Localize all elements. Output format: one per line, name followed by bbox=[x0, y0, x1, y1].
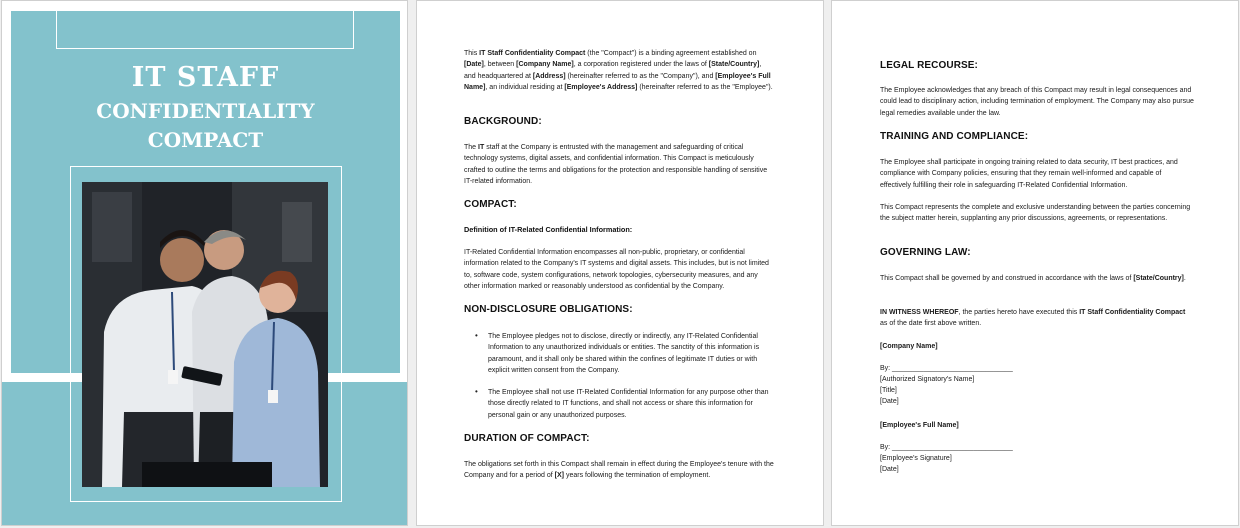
cover-page bbox=[1, 0, 408, 526]
definition-paragraph: IT-Related Confidential Information encompasses all non-public, proprietary, or confidential information related to the Company's IT systems and digital assets. This includes, but is not limited to, software code, system configurations, network topologies, cybersecurity measures, and any other information marked or reasonably understood as confidential by the Company. bbox=[464, 249, 769, 291]
company-signature-heading: [Company Name] bbox=[880, 343, 938, 350]
bullet-marker: • bbox=[475, 387, 478, 396]
cover-top-frame bbox=[56, 1, 354, 49]
duration-heading: DURATION OF COMPACT: bbox=[464, 433, 590, 444]
legal-paragraph: The Employee acknowledges that any breach of this Compact may result in legal consequences and could lead to disciplinary action, including termination of employment. The Company may also pursue legal remedies available under the law. bbox=[880, 87, 1194, 117]
document-page-2 bbox=[416, 0, 824, 526]
employee-signature-heading: [Employee's Full Name] bbox=[880, 422, 959, 429]
bullet-item-2: The Employee shall not use IT-Related Confidential Information for any purpose other than those directly related to IT functions, and shall not access or share this information for personal gain or any unauthorized purposes. bbox=[488, 389, 769, 419]
governing-heading: GOVERNING LAW: bbox=[880, 247, 971, 258]
background-heading: BACKGROUND: bbox=[464, 116, 542, 127]
company-signature-date: [Date] bbox=[880, 398, 899, 405]
cover-photo bbox=[82, 182, 328, 487]
bullet-item-1: The Employee pledges not to disclose, directly or indirectly, any IT-Related Confidential Information to any unauthorized individuals or entities. The sanctity of this information is paramount, and it shall only be shared within the confines of legitimate IT duties or with explicit written consent from the Company. bbox=[488, 333, 760, 375]
employee-signature-date: [Date] bbox=[880, 466, 899, 473]
duration-paragraph: The obligations set forth in this Compact shall remain in effect during the Employee's tenure with the Company and for a period of [X] years following the termination of employment. bbox=[464, 461, 774, 480]
company-signatory-name: [Authorized Signatory's Name] bbox=[880, 376, 975, 383]
cover-title-line1: IT STAFF bbox=[131, 62, 280, 93]
definition-heading: Definition of IT-Related Confidential Information: bbox=[464, 225, 633, 234]
cover-title-line2: CONFIDENTIALITY bbox=[96, 99, 315, 123]
compact-heading: COMPACT: bbox=[464, 199, 517, 210]
company-signature-line: By: _______________________________ bbox=[880, 365, 1013, 372]
document-page-3 bbox=[831, 0, 1239, 526]
training-paragraph: The Employee shall participate in ongoing training related to data security, IT best practices, and compliance with Company policies, ensuring that they remain well-informed and capable of effectively fulfilling their role in safeguarding IT-Related Confidential Information. bbox=[880, 159, 1178, 189]
cover-title-line3: COMPACT bbox=[147, 128, 264, 152]
intro-paragraph: This IT Staff Confidentiality Compact (the "Compact") is a binding agreement established on [Date], between [Company Name], a corporation registered under the laws of [State/Country], and headquartered at [Address] (hereinafter referred to as the "Company"), and [Employee's Full Name], an individual residing at [Employee's Address] (hereinafter referred to as the "Employee"). bbox=[464, 50, 773, 92]
cover-photo-illustration bbox=[82, 182, 328, 487]
nondisclosure-heading: NON-DISCLOSURE OBLIGATIONS: bbox=[464, 304, 633, 315]
bullet-marker: • bbox=[475, 331, 478, 340]
employee-signature-line: By: _______________________________ bbox=[880, 444, 1013, 451]
governing-paragraph: This Compact shall be governed by and construed in accordance with the laws of [State/Country]. bbox=[880, 275, 1186, 282]
witness-paragraph: IN WITNESS WHEREOF, the parties hereto have executed this IT Staff Confidentiality Compact as of the date first above written. bbox=[880, 309, 1186, 328]
employee-signature: [Employee's Signature] bbox=[880, 455, 952, 462]
background-paragraph: The IT staff at the Company is entrusted with the management and safeguarding of critical technology systems, digital assets, and confidential information. This Compact is meticulously crafted to outline the terms and obligations for the protection and responsible handling of sensitive IT-related information. bbox=[464, 144, 768, 186]
training-heading: TRAINING AND COMPLIANCE: bbox=[880, 131, 1029, 142]
company-signatory-title: [Title] bbox=[880, 387, 897, 394]
legal-heading: LEGAL RECOURSE: bbox=[880, 60, 978, 71]
entire-agreement-paragraph: This Compact represents the complete and exclusive understanding between the parties concerning the subject matter herein, supplanting any prior discussions, agreements, or representations. bbox=[880, 204, 1191, 223]
